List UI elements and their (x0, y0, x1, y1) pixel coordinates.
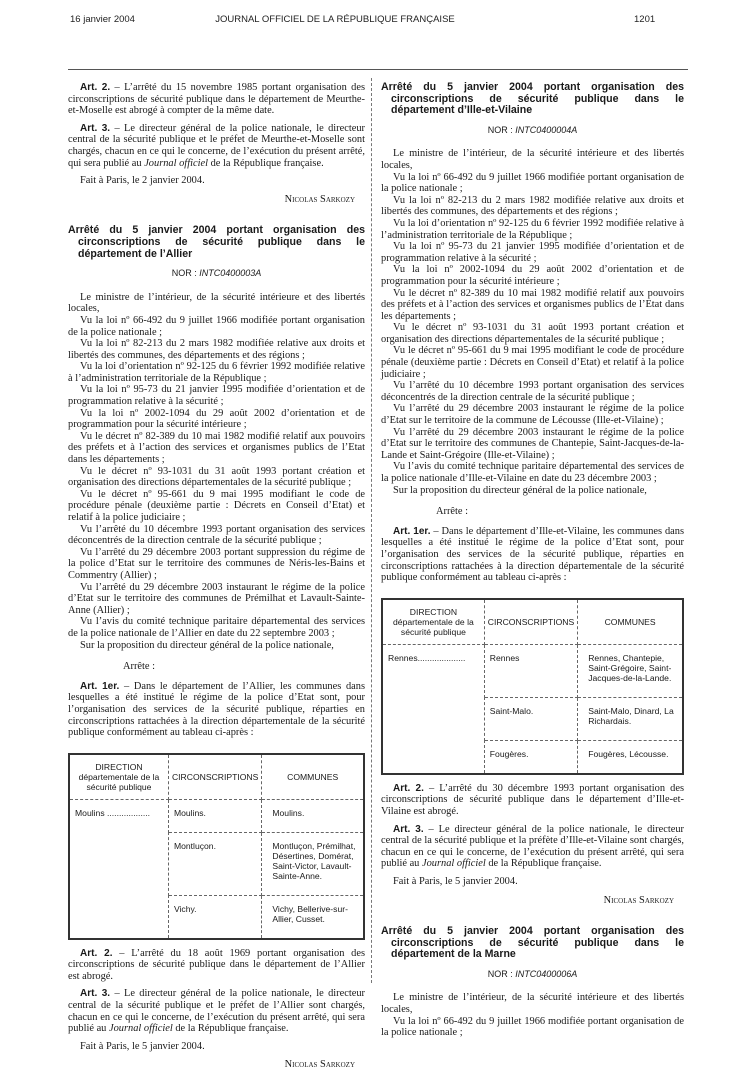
visa-paragraph: Vu le décret nº 93-1031 du 31 août 1993 portant création et organisation des directions départementales de la sécurité publique ; (381, 322, 684, 345)
signature: Nicolas Sarkozy (284, 193, 355, 205)
communes-cell: Vichy, Bellerive-sur-Allier, Cusset. (262, 895, 364, 939)
visa-paragraph: Vu l’arrêté du 29 décembre 2003 instaurant le régime de la police d’Etat sur le territoire des communes de Chantepie, Saint-Jacques-de-la-Lande et Saint-Grégoire (Ille-et-Vilaine) ; (381, 426, 684, 461)
visa-paragraph: Vu la loi nº 2002-1094 du 29 août 2002 d’orientation et de programmation pour la sécurité intérieure ; (68, 407, 365, 431)
direction-cell: Moulins .................. (69, 799, 168, 939)
decree-title: Arrêté du 5 janvier 2004 portant organisation des circonscriptions de sécurité publique dans le département de l’Allier (68, 224, 365, 260)
communes-cell: Fougères, Lécousse. (578, 740, 683, 774)
visa-paragraph: Vu l’arrêté du 29 décembre 2003 instaurant le régime de la police d’Etat sur le territoire de la commune de Lécousse (Ille-et-Vilaine) ; (381, 403, 684, 427)
visas-list (68, 292, 365, 651)
signature: Nicolas Sarkozy (284, 1059, 355, 1071)
visa-paragraph: Le ministre de l’intérieur, de la sécurité intérieure et des libertés locales, (381, 148, 684, 171)
arrete-label: Arrête : (123, 661, 156, 673)
signature: Nicolas Sarkozy (603, 894, 674, 906)
visa-paragraph: Le ministre de l’intérieur, de la sécurité intérieure et des libertés locales, (68, 291, 365, 315)
column-header: CIRCONSCRIPTIONS (168, 754, 261, 800)
visa-paragraph: Vu l’arrêté du 29 décembre 2003 portant suppression du régime de la police d’Etat sur le territoire des communes de Néris-les-Bains et Commentry (Allier) ; (68, 546, 365, 581)
communes-cell: Saint-Malo, Dinard, La Richardais. (578, 697, 683, 740)
circonscription-cell: Saint-Malo. (484, 697, 577, 740)
column-separator (371, 78, 372, 983)
visa-paragraph: Vu l’arrêté du 10 décembre 1993 portant organisation des services déconcentrés de la direction centrale de la sécurité publique ; (381, 380, 684, 403)
visa-paragraph: Vu la loi nº 82-213 du 2 mars 1982 modifiée relative aux droits et libertés des communes, des départements et des régions ; (68, 338, 365, 361)
header-page-number: 1201 (634, 14, 656, 25)
nor-reference: NOR : INTC0400004A (487, 124, 578, 135)
fait-a-paris: Fait à Paris, le 5 janvier 2004. (80, 1040, 205, 1052)
visas-list (381, 992, 684, 1038)
visa-paragraph: Vu le décret nº 95-661 du 9 mai 1995 modifiant le code de procédure pénale (deuxième partie : Décrets en Conseil d’Etat) et relatif à la police judiciaire ; (68, 488, 365, 523)
table-header-row (382, 599, 683, 645)
nor-reference: NOR : INTC0400003A (171, 268, 262, 279)
column-header: DIRECTION départementale de la sécurité publique (382, 599, 484, 645)
visa-paragraph: Vu l’arrêté du 10 décembre 1993 portant organisation des services déconcentrés de la direction centrale de la sécurité publique ; (68, 523, 365, 547)
communes-cell: Montluçon, Prémilhat, Désertines, Domérat, Saint-Victor, Lavault-Sainte-Anne. (262, 832, 364, 895)
visa-paragraph: Vu la loi nº 66-492 du 9 juillet 1966 modifiée portant organisation de la police nationale ; (381, 171, 684, 195)
arrete-label: Arrête : (436, 506, 469, 518)
visa-paragraph: Vu l’avis du comité technique paritaire départemental des services de la police nationale de l’Allier en date du 22 septembre 2003 ; (68, 616, 365, 639)
visa-paragraph: Vu la loi nº 2002-1094 du 29 août 2002 d’orientation et de programmation pour la sécurité intérieure ; (381, 264, 684, 287)
header-rule (68, 69, 688, 70)
decree-title: Arrêté du 5 janvier 2004 portant organisation des circonscriptions de sécurité publique dans le département de la Marne (381, 925, 684, 961)
visa-paragraph: Vu la loi nº 95-73 du 21 janvier 1995 modifiée d’orientation et de programmation relative à la sécurité ; (381, 241, 684, 264)
visa-paragraph: Vu le décret nº 82-389 du 10 mai 1982 modifié relatif aux pouvoirs des préfets et à l’action des services et organismes publics de l’Etat dans les départements ; (381, 287, 684, 322)
fait-a-paris: Fait à Paris, le 5 janvier 2004. (393, 875, 518, 887)
circonscription-cell: Fougères. (484, 740, 577, 774)
decree-title: Arrêté du 5 janvier 2004 portant organisation des circonscriptions de sécurité publique dans le département d’Ille-et-Vilaine (381, 81, 684, 117)
article-paragraph: Art. 3. – Le directeur général de la police nationale, le directeur central de la sécurité publique et le préfet de Meurthe-et-Moselle sont chargés, chacun en ce qui le concerne, de l’exécution du présent arrêté, qui sera publié au Journal officiel de la République française. (68, 122, 365, 169)
visas-list (381, 148, 684, 496)
visa-paragraph: Vu le décret nº 95-661 du 9 mai 1995 modifiant le code de procédure pénale (deuxième partie : Décrets en Conseil d’Etat) et relatif à la police judiciaire ; (381, 345, 684, 380)
article-paragraph: Art. 3. – Le directeur général de la police nationale, le directeur central de la sécurité publique et la préfète d’Ille-et-Vilaine sont chargés, chacun en ce qui le concerne, de l’exécution du présent arrêté, qui sera publié au Journal officiel de la République française. (381, 823, 684, 870)
visa-paragraph: Vu la loi d’orientation nº 92-125 du 6 février 1992 modifiée relative à l’administration territoriale de la République ; (68, 361, 365, 384)
left-column (68, 82, 365, 1071)
fait-a-paris: Fait à Paris, le 2 janvier 2004. (80, 175, 205, 187)
column-header: COMMUNES (578, 599, 683, 645)
table-header-row (69, 754, 364, 800)
article-paragraph: Art. 2. – L’arrêté du 15 novembre 1985 portant organisation des circonscriptions de sécurité publique dans le département de Meurthe-et-Moselle est abrogé à compter de la même date. (68, 82, 366, 117)
table-row (69, 799, 364, 832)
visa-paragraph: Vu la loi nº 95-73 du 21 janvier 1995 modifiée d’orientation et de programmation relative à la sécurité ; (68, 384, 365, 408)
direction-cell: Rennes.................... (382, 644, 484, 774)
article-paragraph: Art. 1er. – Dans le département de l’Allier, les communes dans lesquelles a été institué le régime de la police d’Etat sont, pour l’organisation des services de la sécurité publique, réparties en circonscriptions rattachées à la direction départementale de la sécurité publique conformément au tableau ci-après : (68, 680, 365, 739)
circonscriptions-table (68, 753, 365, 940)
visa-paragraph: Vu l’arrêté du 29 décembre 2003 instaurant le régime de la police d’Etat sur le territoire des communes de Prémilhat et Lavault-Sainte-Anne (Allier) ; (68, 581, 365, 616)
article-paragraph: Art. 2. – L’arrêté du 18 août 1969 portant organisation des circonscriptions de sécurité publique dans le département de l’Allier est abrogé. (68, 947, 366, 982)
circonscription-cell: Montluçon. (168, 832, 261, 895)
visa-paragraph: Vu la loi nº 82-213 du 2 mars 1982 modifiée relative aux droits et libertés des communes, des départements et des régions ; (381, 194, 684, 218)
visa-paragraph: Vu la loi d’orientation nº 92-125 du 6 février 1992 modifiée relative à l’administration territoriale de la République ; (381, 217, 684, 241)
circonscription-cell: Vichy. (168, 895, 261, 939)
circonscription-cell: Rennes (484, 644, 577, 697)
right-column (381, 82, 684, 1039)
visa-paragraph: Vu le décret nº 93-1031 du 31 août 1993 portant création et organisation des directions départementales de la sécurité publique ; (68, 465, 365, 489)
circonscription-cell: Moulins. (168, 799, 261, 832)
article-paragraph: Art. 1er. – Dans le département d’Ille-et-Vilaine, les communes dans lesquelles a été institué le régime de la police d’Etat sont, pour l’organisation des services de la sécurité publique, réparties en circonscriptions rattachées à la direction départementale de la sécurité publique conformément au tableau ci-après : (381, 525, 685, 584)
visa-paragraph: Le ministre de l’intérieur, de la sécurité intérieure et des libertés locales, (381, 992, 684, 1016)
visa-paragraph: Vu la loi nº 66-492 du 9 juillet 1966 modifiée portant organisation de la police nationale ; (68, 314, 365, 338)
column-header: DIRECTION départementale de la sécurité publique (69, 754, 168, 800)
visa-paragraph: Sur la proposition du directeur général de la police nationale, (80, 639, 334, 651)
column-header: CIRCONSCRIPTIONS (484, 599, 577, 645)
article-paragraph: Art. 3. – Le directeur général de la police nationale, le directeur central de la sécurité publique et le préfet de l’Allier sont chargés, chacun en ce qui le concerne, de l’exécution du présent arrêté, qui sera publié au Journal officiel de la République française. (68, 988, 365, 1035)
nor-reference: NOR : INTC0400006A (487, 968, 578, 979)
header-date: 16 janvier 2004 (70, 14, 135, 25)
communes-cell: Moulins. (262, 799, 364, 832)
table-row (382, 644, 683, 697)
visa-paragraph: Vu le décret nº 82-389 du 10 mai 1982 modifié relatif aux pouvoirs des préfets et à l’action des services et organismes publics de l’Etat dans les départements ; (68, 430, 365, 466)
header-journal-title: JOURNAL OFFICIEL DE LA RÉPUBLIQUE FRANÇAISE (215, 14, 455, 25)
column-header: COMMUNES (262, 754, 364, 800)
communes-cell: Rennes, Chantepie, Saint-Grégoire, Saint-Jacques-de-la-Lande. (578, 644, 683, 697)
visa-paragraph: Vu la loi nº 66-492 du 9 juillet 1966 modifiée portant organisation de la police nationale ; (381, 1015, 684, 1039)
visa-paragraph: Sur la proposition du directeur général de la police nationale, (393, 484, 647, 496)
article-paragraph: Art. 2. – L’arrêté du 30 décembre 1993 portant organisation des circonscriptions de sécurité publique dans le département d’Ille-et-Vilaine est abrogé. (381, 782, 684, 817)
visa-paragraph: Vu l’avis du comité technique paritaire départemental des services de la police nationale d’Ille-et-Vilaine en date du 23 décembre 2003 ; (381, 461, 684, 484)
circonscriptions-table (381, 598, 684, 775)
